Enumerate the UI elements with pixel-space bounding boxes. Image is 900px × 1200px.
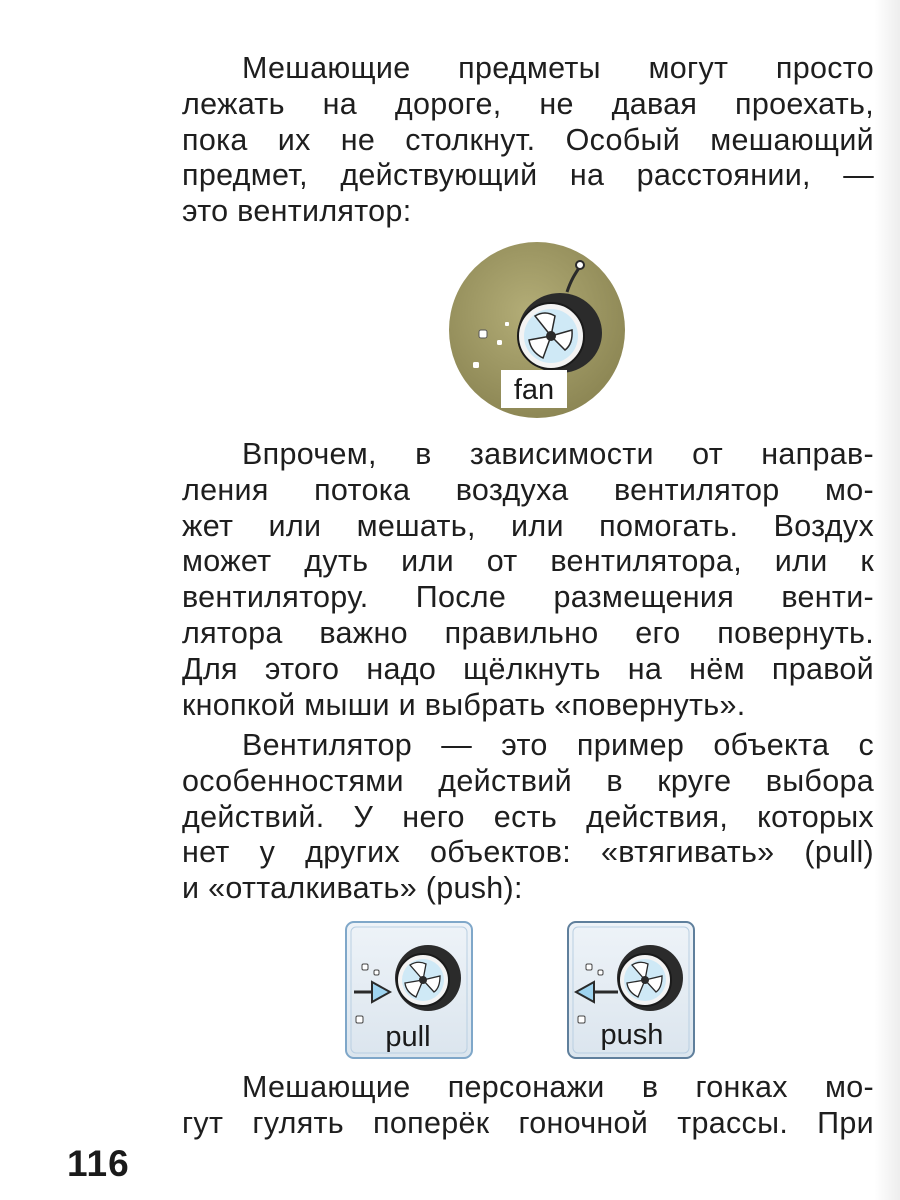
text-line: кнопкой мыши и выбрать «повернуть».: [182, 687, 746, 722]
text-line: может дуть или от вентилятора, или к: [182, 544, 874, 579]
paragraph-intro: [182, 51, 874, 230]
text-line: Впрочем, в зависимости от направ-: [242, 437, 874, 471]
text-line: действий. У него есть действия, которых: [182, 799, 874, 834]
text-line: особенностями действий в круге выбора: [182, 763, 874, 798]
paragraph-characters: [182, 1070, 874, 1142]
fan-icon: [447, 240, 627, 420]
text-line: пока их не столкнут. Особый мешающий: [182, 122, 874, 157]
text-line: гут гулять поперёк гоночной трассы. При: [182, 1105, 874, 1140]
paragraph-actions: [182, 728, 874, 907]
fan-pull-icon: [344, 920, 474, 1060]
text-line: вентилятору. После размещения венти-: [182, 580, 874, 615]
text-line: Вентилятор — это пример объекта с: [242, 728, 874, 762]
fan-label: fan: [513, 374, 555, 406]
page-number: 116: [67, 1143, 130, 1184]
text-line: лятора важно правильно его повернуть.: [182, 615, 874, 650]
text-line: нет у других объектов: «втягивать» (pull): [182, 835, 874, 870]
text-line: это вентилятор:: [182, 194, 412, 229]
push-label: push: [600, 1019, 664, 1051]
text-line: и «отталкивать» (push):: [182, 871, 523, 906]
page-edge-shadow: [874, 0, 900, 1200]
text-line: предмет, действующий на расстоянии, —: [182, 158, 874, 193]
text-line: лежать на дороге, не давая проехать,: [182, 86, 874, 121]
pull-label: pull: [385, 1021, 431, 1053]
fan-push-icon: [566, 920, 696, 1060]
paragraph-direction: [182, 437, 874, 723]
text-line: Мешающие персонажи в гонках мо-: [242, 1070, 874, 1104]
text-line: ления потока воздуха вентилятор мо-: [182, 472, 874, 507]
text-line: жет или мешать, или помогать. Воздух: [182, 508, 874, 543]
text-line: Для этого надо щёлкнуть на нём правой: [182, 651, 874, 686]
text-line: Мешающие предметы могут просто: [242, 51, 874, 85]
